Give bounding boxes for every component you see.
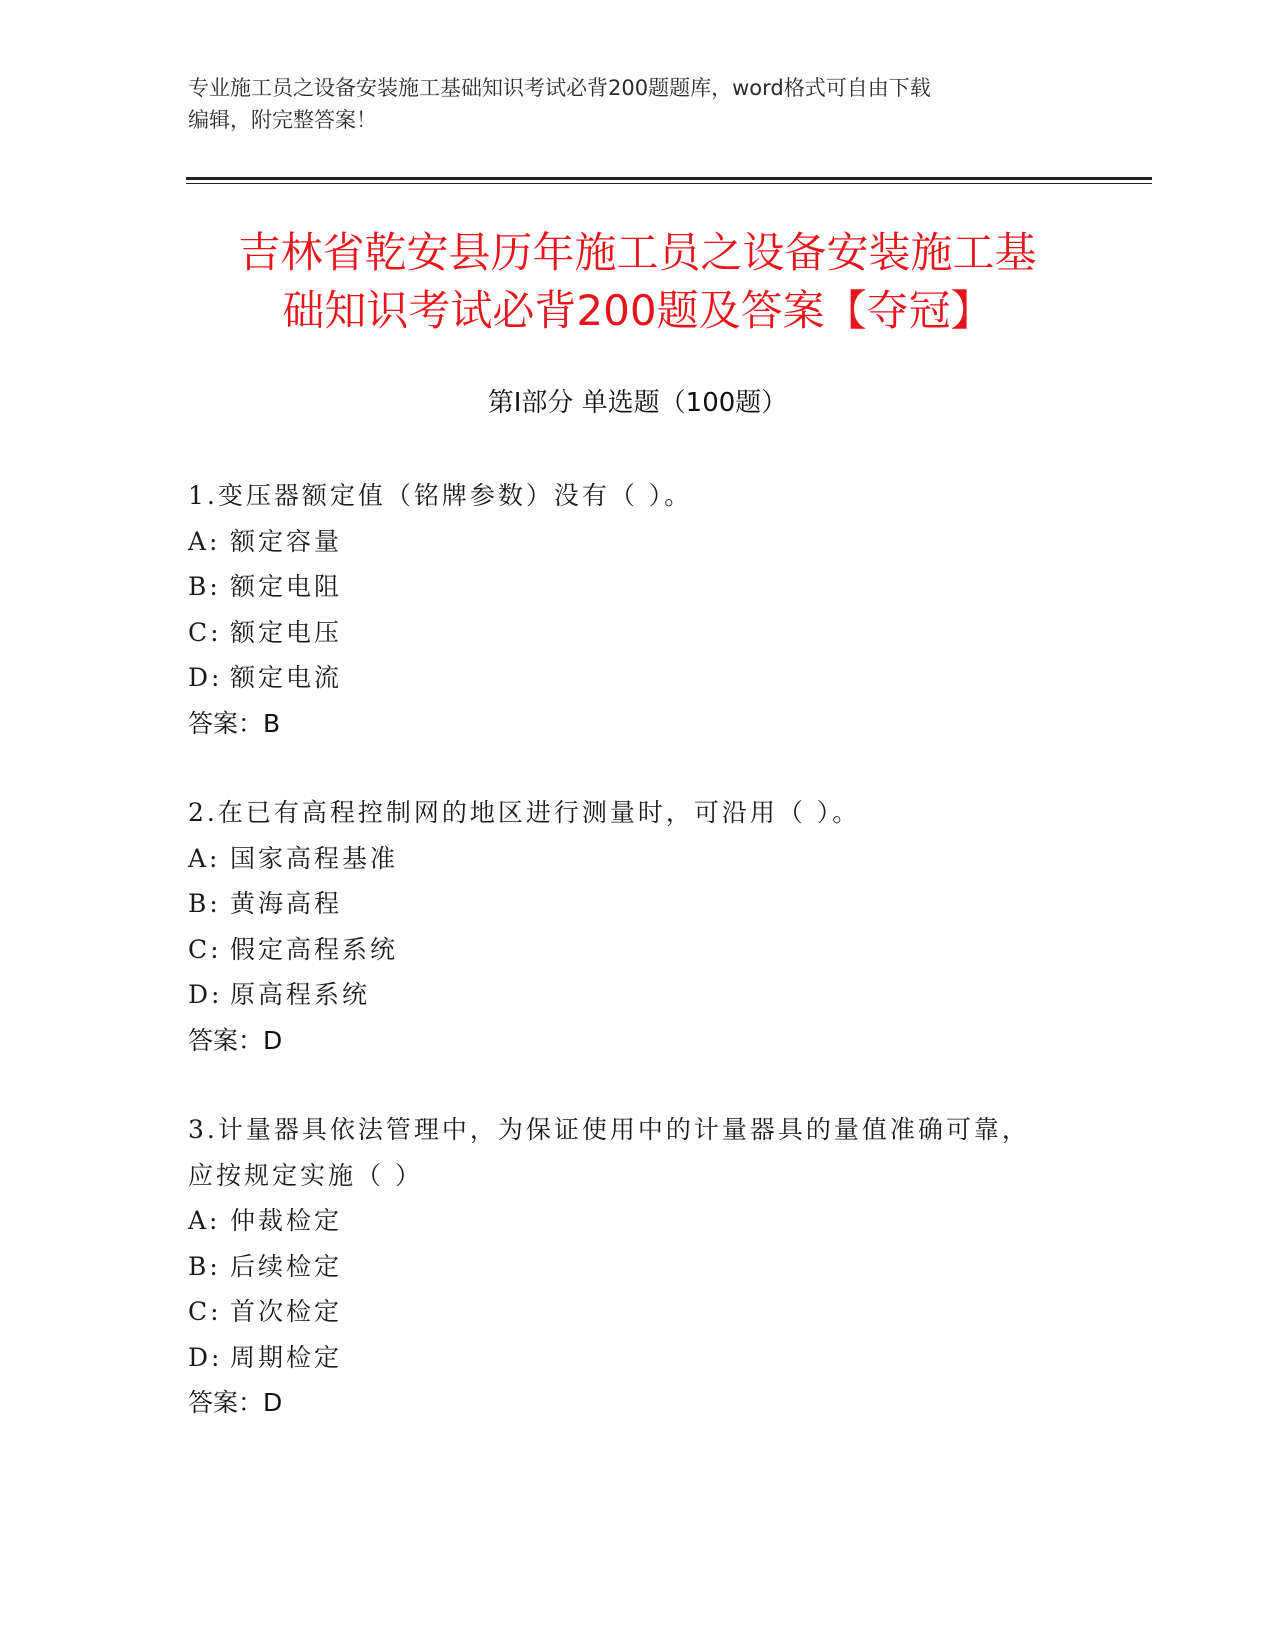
question-1 xyxy=(188,473,1068,746)
option-b xyxy=(188,1244,1068,1290)
question-list xyxy=(188,473,1068,1470)
section-heading: 第Ⅰ部分 单选题（100题） xyxy=(487,388,788,418)
document-title xyxy=(120,224,1155,340)
option-key: A: xyxy=(188,526,221,556)
option-c xyxy=(188,1289,1068,1335)
option-text: 额定电流 xyxy=(230,663,343,692)
option-text: 国家高程基准 xyxy=(230,843,399,873)
option-text: 假定高程系统 xyxy=(230,934,399,964)
question-stem-continued: 应按规定实施（ ） xyxy=(188,1160,423,1190)
option-key: C: xyxy=(188,934,222,964)
header-rule-thin xyxy=(186,183,1152,184)
option-a xyxy=(188,519,1068,565)
option-key: B: xyxy=(188,572,221,601)
option-d xyxy=(188,655,1068,701)
option-text: 原高程系统 xyxy=(230,980,371,1009)
answer: 答案：D xyxy=(188,1025,283,1055)
question-stem: 1.变压器额定值（铭牌参数）没有（ ）。 xyxy=(188,481,693,510)
option-text: 黄海高程 xyxy=(230,889,343,918)
option-key: D: xyxy=(188,980,223,1009)
option-key: C: xyxy=(188,1297,222,1326)
option-text: 周期检定 xyxy=(230,1342,343,1372)
option-c xyxy=(188,610,1068,656)
option-text: 额定容量 xyxy=(230,526,343,556)
option-b xyxy=(188,881,1068,927)
option-d xyxy=(188,972,1068,1018)
option-key: A: xyxy=(188,843,221,873)
option-text: 后续检定 xyxy=(230,1251,343,1281)
option-key: C: xyxy=(188,617,222,647)
question-3 xyxy=(188,1107,1068,1426)
header-note xyxy=(188,72,1068,136)
option-key: D: xyxy=(188,663,223,692)
option-c xyxy=(188,927,1068,973)
option-key: B: xyxy=(188,1251,221,1281)
header-note-line-2: 编辑，附完整答案！ xyxy=(188,108,377,132)
document-title-line-1: 吉林省乾安县历年施工员之设备安装施工基 xyxy=(238,228,1037,277)
header-rule-thick xyxy=(186,177,1152,180)
question-2 xyxy=(188,790,1068,1063)
answer: 答案：B xyxy=(188,708,281,738)
option-text: 首次检定 xyxy=(230,1297,343,1326)
option-d xyxy=(188,1335,1068,1381)
option-text: 仲裁检定 xyxy=(230,1206,343,1235)
option-b xyxy=(188,564,1068,610)
header-note-line-1: 专业施工员之设备安装施工基础知识考试必背200题题库，word格式可自由下载 xyxy=(188,76,931,100)
question-stem: 2.在已有高程控制网的地区进行测量时，可沿用（ ）。 xyxy=(188,798,861,827)
question-stem: 3.计量器具依法管理中，为保证使用中的计量器具的量值准确可靠， xyxy=(188,1115,1030,1144)
option-key: B: xyxy=(188,889,221,918)
option-a xyxy=(188,1198,1068,1244)
option-key: D: xyxy=(188,1342,223,1372)
option-key: A: xyxy=(188,1206,221,1235)
answer: 答案：D xyxy=(188,1388,283,1417)
option-text: 额定电阻 xyxy=(230,572,343,601)
document-title-line-2: 础知识考试必背200题及答案【夺冠】 xyxy=(282,286,993,335)
option-text: 额定电压 xyxy=(230,617,343,647)
option-a xyxy=(188,836,1068,882)
